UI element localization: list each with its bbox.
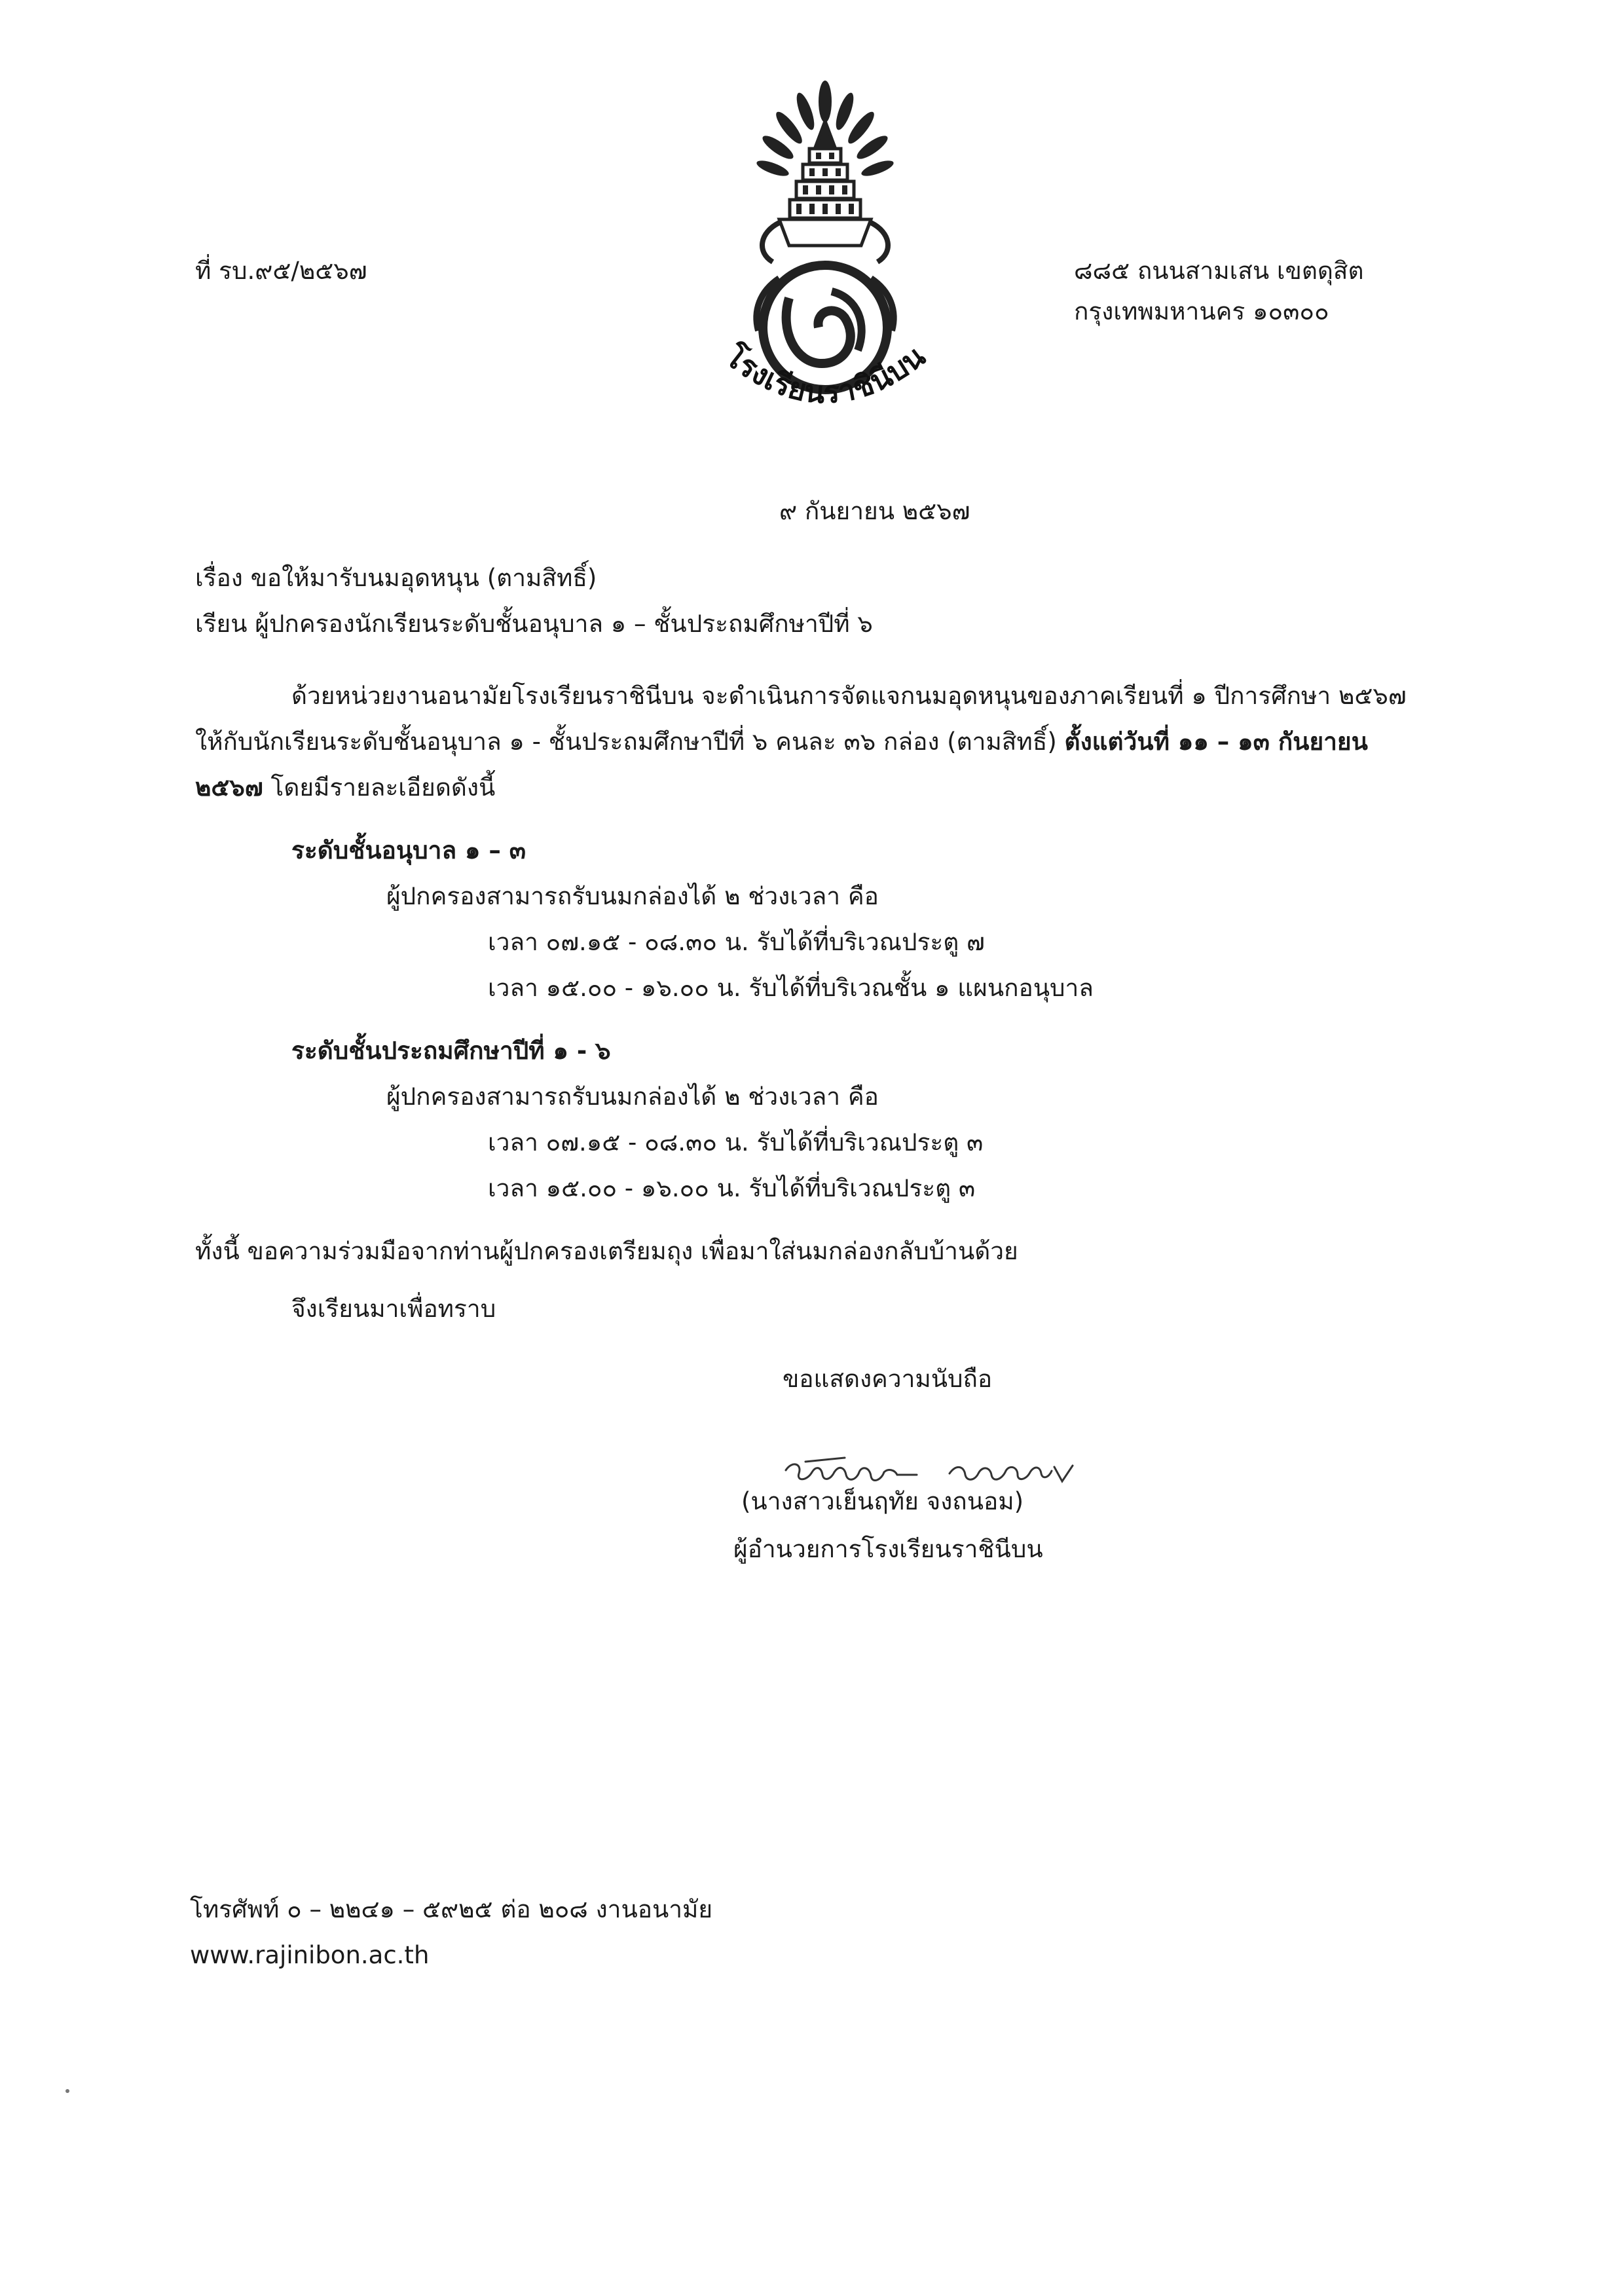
closing-statement: จึงเรียนมาเพื่อทราบ (291, 1295, 496, 1323)
kindergarten-slot-2: เวลา ๑๕.๐๐ - ๑๖.๐๐ น. รับได้ที่บริเวณชั้น ๑ แผนกอนุบาล (488, 974, 1094, 1002)
body-line-2 (195, 722, 1368, 762)
signer-title: ผู้อำนวยการโรงเรียนราชินีบน (733, 1535, 1043, 1563)
scan-speck (65, 2089, 69, 2093)
primary-slot-1: เวลา ๐๗.๑๕ - ๐๘.๓๐ น. รับได้ที่บริเวณประตู ๓ (488, 1128, 984, 1157)
distribution-year: ๒๕๖๗ (195, 773, 263, 802)
letter-date: ๙ กันยายน ๒๕๖๗ (779, 497, 970, 525)
primary-intro: ผู้ปกครองสามารถรับนมกล่องได้ ๒ ช่วงเวลา คือ (386, 1083, 879, 1111)
closing-salutation: ขอแสดงความนับถือ (783, 1365, 993, 1393)
body-line-3-text: โดยมีรายละเอียดดังนี้ (263, 773, 496, 802)
kindergarten-intro: ผู้ปกครองสามารถรับนมกล่องได้ ๒ ช่วงเวลา คือ (386, 882, 879, 910)
kindergarten-heading: ระดับชั้นอนุบาล ๑ – ๓ (291, 836, 526, 864)
footer-website: www.rajinibon.ac.th (190, 1941, 430, 1969)
crest-school-name: โรงเรียนราชินีบน (718, 338, 932, 411)
footer-phone: โทรศัพท์ ๐ – ๒๒๔๑ – ๕๙๒๕ ต่อ ๒๐๘ งานอนามัย (190, 1895, 713, 1923)
body-line-2-text: ให้กับนักเรียนระดับชั้นอนุบาล ๑ - ชั้นประถมศึกษาปีที่ ๖ คนละ ๓๖ กล่อง (ตามสิทธิ์) (195, 728, 1065, 756)
body-line-3 (195, 768, 495, 808)
primary-heading: ระดับชั้นประถมศึกษาปีที่ ๑ - ๖ (291, 1037, 611, 1065)
distribution-dates: ตั้งแต่วันที่ ๑๑ – ๑๓ กันยายน (1064, 728, 1368, 756)
crest-icon (681, 75, 969, 442)
request-line: ทั้งนี้ ขอความร่วมมือจากท่านผู้ปกครองเตรียมถุง เพื่อมาใส่นมกล่องกลับบ้านด้วย (195, 1237, 1018, 1265)
address-line-1: ๘๘๕ ถนนสามเสน เขตดุสิต (1074, 257, 1364, 285)
primary-slot-2: เวลา ๑๕.๐๐ - ๑๖.๐๐ น. รับได้ที่บริเวณประตู ๓ (488, 1174, 976, 1202)
school-crest-logo (681, 75, 969, 442)
address-line-2: กรุงเทพมหานคร ๑๐๓๐๐ (1074, 297, 1329, 325)
reference-number: ที่ รบ.๙๕/๒๕๖๗ (195, 257, 367, 285)
signer-name: (นางสาวเย็นฤทัย จงถนอม) (741, 1487, 1024, 1515)
body-line-1: ด้วยหน่วยงานอนามัยโรงเรียนราชินีบน จะดำเนินการจัดแจกนมอุดหนุนของภาคเรียนที่ ๑ ปีการศึกษา ๒๕๖๗ (291, 682, 1407, 710)
addressee-line: เรียน ผู้ปกครองนักเรียนระดับชั้นอนุบาล ๑ – ชั้นประถมศึกษาปีที่ ๖ (195, 610, 873, 638)
subject-line: เรื่อง ขอให้มารับนมอุดหนุน (ตามสิทธิ์) (195, 564, 597, 592)
kindergarten-slot-1: เวลา ๐๗.๑๕ - ๐๘.๓๐ น. รับได้ที่บริเวณประตู ๗ (488, 928, 985, 956)
svg-text:โรงเรียนราชินีบน (718, 338, 932, 411)
